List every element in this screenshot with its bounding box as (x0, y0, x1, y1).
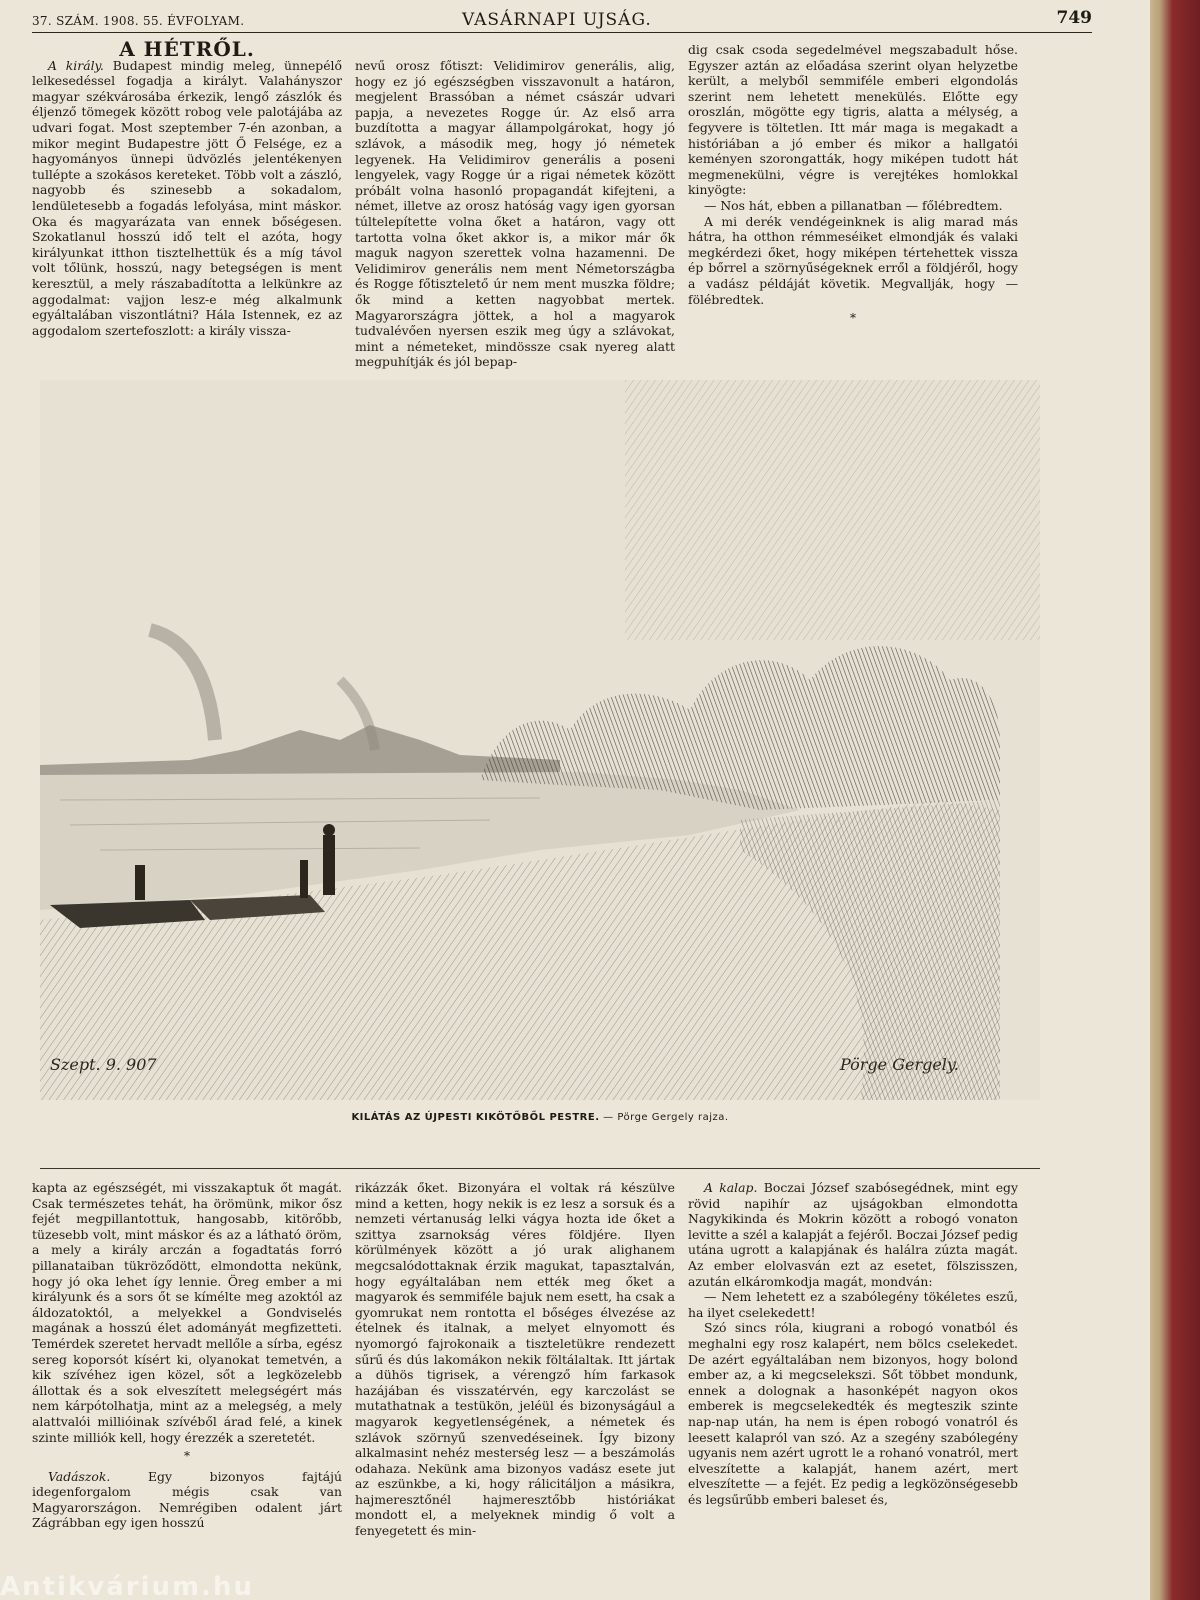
divider (40, 1168, 1040, 1169)
paragraph-text: Egy bizonyos fajtájú idegenforgalom mégis csak van Magyarországon. Nemrégiben odalent járt Zágrábban egy igen hosszú (32, 1468, 342, 1531)
page-header (32, 6, 1092, 33)
column-6 (688, 1180, 1018, 1507)
caption-title: KILÁTÁS AZ ÚJPESTI KIKÖTŐBŐL PESTRE. (351, 1112, 600, 1123)
signature-artist: Pörge Gergely. (840, 1055, 959, 1074)
issue-info: 37. SZÁM. 1908. 55. ÉVFOLYAM. (32, 14, 245, 28)
paragraph: dig csak csoda segedelmével megszabadult hőse. Egyszer aztán az előadása szerint olyan helyzetbe került, a melyből semmiféle emberi elgondolás szerint nem lehetett menekülés. Előtte egy oroszlán, mögötte egy tigris, alatta a mélység, a fegyvere is töltetlen. Itt már maga is megakadt a históriában a jó ember és mikor a hallgatói keményen szorongatták, hogy miképen tudott hát megmenekülni, végre is verejtékes homlokkal kinyögte: (688, 42, 1018, 198)
landscape-illustration (40, 380, 1040, 1100)
page-number: 749 (1056, 8, 1092, 28)
caption-credit: — Pörge Gergely rajza. (599, 1112, 729, 1123)
paragraph: — Nem lehetett ez a szabólegény tökéletes eszű, ha ilyet cselekedett! (688, 1289, 1018, 1320)
paragraph-lead: A király. (48, 57, 104, 73)
column-2 (355, 58, 675, 370)
paragraph (688, 1180, 1018, 1289)
section-title: A HÉTRŐL. (119, 37, 255, 61)
riverbank-drawing (40, 380, 1040, 1100)
masthead-title: VASÁRNAPI UJSÁG. (462, 10, 652, 30)
section-separator: * (850, 311, 856, 326)
illustration-caption (40, 1112, 1040, 1123)
signature-date: Szept. 9. 907 (50, 1055, 157, 1074)
paragraph: nevű orosz főtiszt: Velidimirov generális, alig, hogy ez jó egészségben visszavonult a határon, megjelent Brassóban a német császár udvari papja, a nevezetes Rogge úr. Az első arra buzdította a magyar állampolgárokat, hogy jó szlávok, a második meg, hogy jó németek legyenek. Ha Velidimirov generális a poseni lengyelek, vagy Rogge úr a rigai németek között próbált volna hasonló propagandát kifejteni, a német, illetve az orosz hatóság vagy igen gyorsan túltelepítette volna őket a határon, vagy ott tartotta volna őket akkor is, a mikor már ők maguk nagyon szerettek volna hazamenni. De Velidimirov generális nem ment Németországba és Rogge főtisztelető úr nem ment muszka földre; ők mind a ketten nagyobbat mertek. Magyarországra jöttek, a hol a magyarok tudvalévően nyersen eszik meg úgy a szlávokat, mint a németeket, mindössze csak nyereg alatt megpuhítják és jól bepap- (355, 58, 675, 370)
paragraph: — Nos hát, ebben a pillanatban — főlébredtem. (704, 197, 1003, 213)
watermark: Antikvárium.hu (0, 1572, 254, 1600)
paragraph (32, 1469, 342, 1531)
paragraph-text: Budapest mindig meleg, ünnepélő lelkesedéssel fogadja a királyt. Valahányszor magyar székvárosába érkezik, lengő zászlók és éljenző tömegek között robog vele palotájába az udvari fogat. Most szeptember 7-én azonban, a mikor megint Budapestre jött Ő Felsége, ez a hagyományos ünnepi üdvözlés jelentékenyen tullépte a szokásos kereteket. Több volt a zászló, nagyobb és szinesebb a sokadalom, lendületesebb a fogadás lefolyása, mint máskor. Oka és magyarázata van ennek bőségesen. Szokatlanul hosszú idő telt el azóta, hogy királyunkat itthon tisztelhettük és a míg távol volt tőlünk, hosszú, nagy betegségen is ment keresztül, a mely rászabadította a lelkünkre az aggodalmat: vajjon lesz-e még alkalmunk egyáltalában viszontlátni? Hála Istennek, ez az aggodalom szertefoszlott: a király vissza- (32, 57, 342, 338)
paragraph-lead: A kalap. (704, 1180, 758, 1195)
section-separator: * (184, 1449, 190, 1464)
column-3 (688, 42, 1018, 331)
paragraph: kapta az egészségét, mi visszakaptuk őt magát. Csak természetes tehát, ha örömünk, mikor ősz fejét megpillantottuk, hangosabb, kitörőbb, tüzesebb volt, mint máskor és az a látható öröm, a mely a király arczán a fogadtatás forró pillanataiban tükröződött, elmondotta nekünk, hogy jó oka lehet így lennie. Öreg ember a mi királyunk és a sors őt se kímélte meg azoktól az áldozatoktól, a melyekkel a Gondviselés magának a hosszú élet adományát megfizetteti. Temérdek szeretet hervadt mellőle a sírba, egész sereg koporsót kísért ki, olyanokat temetvén, a kik szívéhez igen közel, sőt a legközelebb állottak és a sok elveszített melegségért más nem kárpótolhatja, mint az a melegség, a mely alattvalói millióinak szívéből árad felé, a kinek szinte milliók kell, hogy érezzék a szeretetét. (32, 1180, 342, 1445)
paragraph: rikázzák őket. Bizonyára el voltak rá készülve mind a ketten, hogy nekik is ez lesz a sorsuk és a nemzeti vértanuság lelki vágya hozta ide őket a szittya zsarnokság véres földjére. Ilyen körülmények között a jó urak alighanem megcsalódottaknak érzik magukat, tapasztalván, hogy egyáltalában nem ették meg őket a magyarok és semmiféle bajuk nem esett, ha csak a gyomrukat nem rontotta el bőséges élvezése az ételnek és italnak, a melyet elnyomott és nyomorgó fajrokonaik a tiszteletükre rendezett sűrű és dús lakomákon nekik föltálaltak. Itt jártak a dühös tigrisek, a vérengző hím farkasok hazájában és visszatérvén, egy karczolást se mutathatnak a testükön, jeléül és bizonyságául a magyarok kegyetlenségének, a németek és szlávok szörnyű szenvedéseinek. Így bizony alkalmasint nehéz mesterség lesz — a beszámolás odahaza. Nekünk ama bizonyos vadász esete jut az eszünkbe, a ki, hogy rálicitáljon a másikra, hajmeresztőnél hajmeresztőbb históriákat mondott el, a melyeknek mindig ő volt a fenyegetett és min- (355, 1180, 675, 1539)
paragraph-text: Boczai József szabósegédnek, mint egy rövid napihír az ujságokban elmondotta Nagykikinda és Mokrin között a robogó vonaton levitte a szél a kalapját a fejéről. Boczai József pedig utána ugrott a kalapjának és halálra zúzta magát. Az ember elolvasván ezt az esetet, fölszisszen, azután elkáromkodja magát, mondván: (688, 1180, 1018, 1289)
column-5 (355, 1180, 675, 1539)
paragraph: A mi derék vendégeinknek is alig marad más hátra, ha otthon rémmeséiket elmondják és valaki megkérdezi őket, hogy miképen tértehettek vissza ép bőrrel a szörnyűségeknek erről a földjéről, hogy a vadász példáját követik. Megvallják, hogy — fölébredtek. (688, 213, 1018, 307)
book-binding-edge (1150, 0, 1200, 1600)
paragraph-lead: Vadászok. (48, 1468, 111, 1484)
paragraph (32, 58, 342, 339)
column-1 (32, 37, 342, 338)
column-4 (32, 1180, 342, 1531)
paragraph: Szó sincs róla, kiugrani a robogó vonatból és meghalni egy rosz kalapért, nem bölcs cselekedet. De azért egyáltalában nem bizonyos, hogy bolond ember az, a ki megcselekszi. Sőt többet mondunk, ennek a dolognak a hasonképét nagyon okos emberek is megcselekedték és megteszik szinte nap-nap után, ha nem is épen robogó vonatról és leesett kalapról van szó. Az a szegény szabólegény ugyanis nem azért ugrott le a rohanó vonatról, mert elveszítette a kalapját, hanem azért, mert elveszítette — a fejét. Ez pedig a legközönségesebb és legsűrűbb emberi baleset és, (688, 1320, 1018, 1507)
